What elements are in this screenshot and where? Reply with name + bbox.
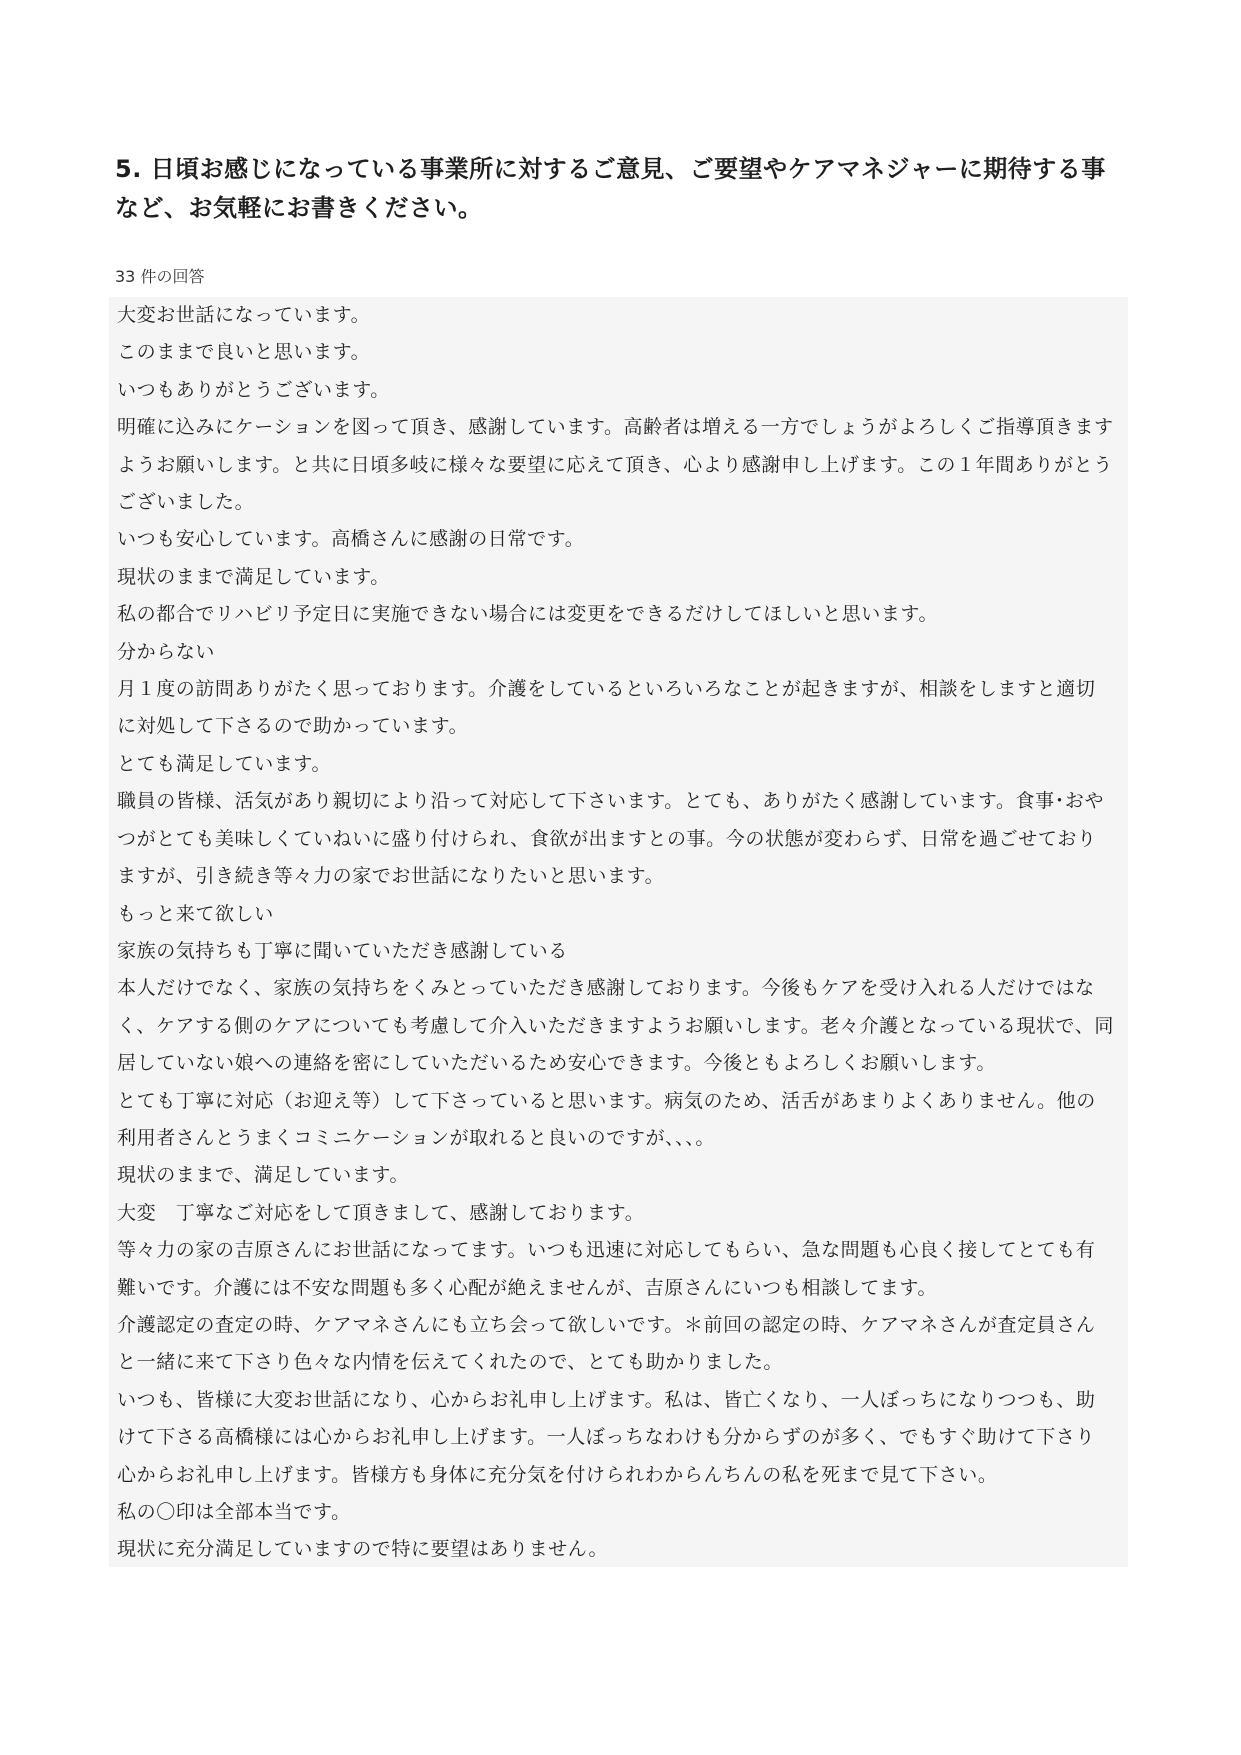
answer-item: このままで良いと思います。 [117, 341, 371, 364]
answer-item: 現状に充分満足していますので特に要望はありません。 [117, 1538, 609, 1561]
answer-item: 介護認定の査定の時、ケアマネさんにも立ち会って欲しいです。＊前回の認定の時、ケアマネさんが査定員さんと一緒に来て下さり色々な内情を伝えてくれたので、とても助かりました。 [117, 1313, 1096, 1374]
answer-item: 分からない [117, 640, 216, 663]
answer-item: いつも安心しています。高橋さんに感謝の日常です。 [117, 528, 585, 551]
answer-item: もっと来て欲しい [117, 902, 274, 925]
question-title: 5. 日頃お感じになっている事業所に対するご意見、ご要望やケアマネジャーに期待する事など、お気軽にお書きください。 [115, 155, 1106, 222]
answer-item: 月１度の訪問ありがたく思っております。介護をしているといろいろなことが起きますが、相談をしますと適切に対処して下さるので助かっています。 [117, 678, 1096, 738]
answer-item: 私の〇印は全部本当です。 [117, 1501, 351, 1523]
answer-item: 私の都合でリハビリ予定日に実施できない場合には変更をできるだけしてほしいと思います。 [117, 603, 939, 626]
answer-item: 職員の皆様、活気があり親切により沿って対応して下さいます。とても、ありがたく感謝しています。食事･おやつがとても美味しくていねいに盛り付けられ、食欲が出ますとの事。今の状態が変わらず、日常を過ごせておりますが、引き続き等々力の家でお世話になりたいと思います。 [117, 790, 1105, 888]
answer-item: 大変お世話になっています。 [117, 304, 371, 326]
answer-item: 等々力の家の吉原さんにお世話になってます。いつも迅速に対応してもらい、急な問題も心良く接してとても有難いです。介護には不安な問題も多く心配が絶えませんが、吉原さんにいつも相談してます。 [117, 1239, 1096, 1299]
answer-item: いつも、皆様に大変お世話になり、心からお礼申し上げます。私は、皆亡くなり、一人ぼっちになりつつも、助けて下さる高橋様には心からお礼申し上げます。一人ぼっちなわけも分からずのが多く、でもすぐ助けて下さり心からお礼申し上げます。皆様方も身体に充分気を付けられわからんちんの私を死まで見て下さい。 [117, 1388, 1096, 1486]
answer-list [109, 297, 1128, 1567]
answer-item: とても丁寧に対応（お迎え等）して下さっていると思います。病気のため、活舌があまりよくありません。他の利用者さんとうまくコミニケーションが取れると良いのですが、、、。 [117, 1089, 1096, 1149]
response-count: 33 件の回答 [115, 267, 205, 286]
answer-item: 明確に込みにケーションを図って頂き、感謝しています。高齢者は増える一方でしょうがよろしくご指導頂きますようお願いします。と共に日頃多岐に様々な要望に応えて頂き、心より感謝申し上げます。この１年間ありがとうございました。 [117, 416, 1114, 514]
answer-item: 現状のままで、満足しています。 [117, 1164, 410, 1187]
answer-item: 大変 丁寧なご対応をして頂きまして、感謝しております。 [117, 1201, 645, 1224]
answer-item: 家族の気持ちも丁寧に聞いていただき感謝している [117, 939, 568, 962]
answer-item: 本人だけでなく、家族の気持ちをくみとっていただき感謝しております。今後もケアを受け入れる人だけではなく、ケアする側のケアについても考慮して介入いただきますようお願いします。老々介護となっている現状で、同居していない娘への連絡を密にしていただいるため安心できます。今後ともよろしくお願いします。 [117, 977, 1114, 1075]
answer-item: 現状のままで満足しています。 [117, 565, 390, 588]
answer-item: とても満足しています。 [117, 752, 332, 775]
answer-item: いつもありがとうございます。 [117, 378, 390, 401]
